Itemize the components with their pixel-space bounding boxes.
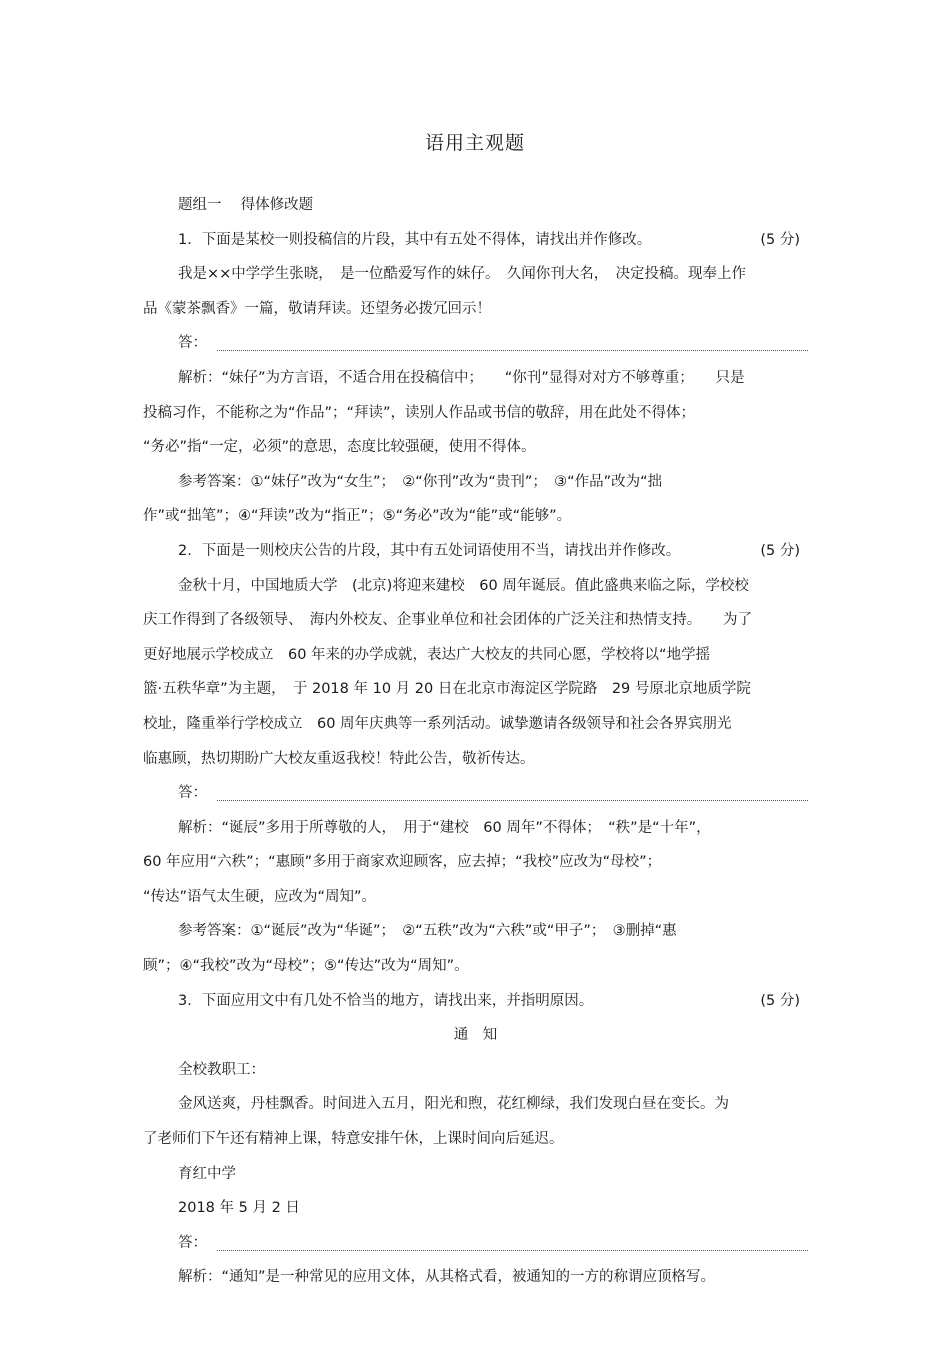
page-title: 语用主观题 bbox=[424, 132, 525, 154]
question-2-text-line: 更好地展示学校成立 60 年来的办学成就，表达广大校友的共同心愿，学校将以“地学摇 bbox=[143, 646, 711, 663]
notice-signature: 育红中学 bbox=[178, 1165, 236, 1182]
analysis-line: “传达”语气太生硬，应改为“周知”。 bbox=[143, 888, 377, 905]
question-2-text-line: 校址，隆重举行学校成立 60 周年庆典等一系列活动。诚挚邀请各级领导和社会各界宾朋光 bbox=[143, 715, 732, 732]
score-label: (5 分) bbox=[760, 992, 800, 1009]
answer-line: 答： bbox=[143, 1226, 808, 1261]
question-2-text-line: 庆工作得到了各级领导、 海内外校友、企事业单位和社会团体的广泛关注和热情支持。 为了 bbox=[143, 612, 752, 629]
score-label: (5 分) bbox=[760, 542, 800, 559]
reference-answer-line: 参考答案：①“妹仔”改为“女生”； ②“你刊”改为“贵刊”； ③“作品”改为“拙 bbox=[178, 473, 663, 490]
question-1-text-line: 品《蒙茶飘香》一篇，敬请拜读。还望务必拨冗回示！ bbox=[143, 300, 491, 317]
notice-addressee: 全校教职工： bbox=[178, 1061, 265, 1078]
group-heading: 题组一 得体修改题 bbox=[178, 197, 314, 213]
answer-line: 答： bbox=[143, 776, 808, 811]
question-2-text-line: 金秋十月，中国地质大学 (北京)将迎来建校 60 周年诞辰。值此盛典来临之际，学校校 bbox=[178, 577, 749, 594]
notice-body-line: 金风送爽，丹桂飘香。时间进入五月，阳光和煦，花红柳绿，我们发现白昼在变长。为 bbox=[178, 1096, 729, 1113]
analysis-line: 解析：“通知”是一种常见的应用文体，从其格式看，被通知的一方的称谓应顶格写。 bbox=[178, 1269, 716, 1286]
question-2-stem: 2．下面是一则校庆公告的片段，其中有五处词语使用不当，请找出并作修改。 (5 分) bbox=[143, 534, 808, 569]
answer-line: 答： bbox=[143, 326, 808, 361]
analysis-line: 解析：“妹仔”为方言语，不适合用在投稿信中； “你刊”显得对对方不够尊重； 只是 bbox=[178, 369, 745, 386]
analysis-line: 60 年应用“六秩”；“惠顾”多用于商家欢迎顾客，应去掉；“我校”应改为“母校”； bbox=[143, 854, 662, 871]
answer-blank bbox=[217, 800, 808, 801]
notice-body-line: 了老师们下午还有精神上课，特意安排午休，上课时间向后延迟。 bbox=[143, 1131, 564, 1148]
score-label: (5 分) bbox=[760, 231, 800, 248]
notice-title: 通 知 bbox=[453, 1027, 498, 1044]
answer-blank bbox=[217, 1250, 808, 1251]
answer-blank bbox=[217, 350, 808, 351]
document-body bbox=[143, 188, 808, 1295]
analysis-line: 投稿习作，不能称之为“作品”；“拜读”，读别人作品或书信的敬辞，用在此处不得体； bbox=[143, 404, 696, 421]
question-3-stem: 3．下面应用文中有几处不恰当的地方，请找出来，并指明原因。 (5 分) bbox=[143, 984, 808, 1019]
reference-answer-line: 顾”；④“我校”改为“母校”；⑤“传达”改为“周知”。 bbox=[143, 958, 469, 975]
question-2-text-line: 篮·五秩华章”为主题， 于 2018 年 10 月 20 日在北京市海淀区学院路 29 号原北京地质学院 bbox=[143, 681, 751, 698]
reference-answer-line: 作”或“拙笔”；④“拜读”改为“指正”；⑤“务必”改为“能”或“能够”。 bbox=[143, 508, 572, 525]
notice-date: 2018 年 5 月 2 日 bbox=[178, 1200, 300, 1217]
question-2-text-line: 临惠顾，热切期盼广大校友重返我校！特此公告，敬祈传达。 bbox=[143, 750, 535, 767]
question-1-stem: 1．下面是某校一则投稿信的片段，其中有五处不得体，请找出并作修改。 (5 分) bbox=[143, 223, 808, 258]
question-1-text-line: 我是××中学学生张晓， 是一位酷爱写作的妹仔。 久闻你刊大名， 决定投稿。现奉上作 bbox=[178, 266, 747, 283]
analysis-line: “务必”指“一定，必须”的意思，态度比较强硬，使用不得体。 bbox=[143, 439, 536, 456]
analysis-line: 解析：“诞辰”多用于所尊敬的人， 用于“建校 60 周年”不得体； “秩”是“十年”， bbox=[178, 819, 711, 836]
reference-answer-line: 参考答案：①“诞辰”改为“华诞”； ②“五秩”改为“六秩”或“甲子”； ③删掉“惠 bbox=[178, 923, 677, 940]
